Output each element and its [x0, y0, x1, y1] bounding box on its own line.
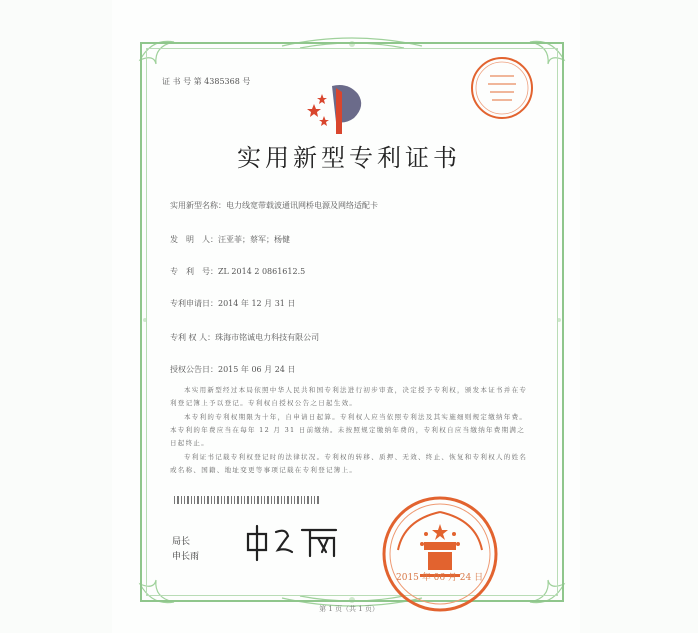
patent-office-logo — [302, 74, 372, 144]
paragraph-term: 本专利的专利权期限为十年，自申请日起算。专利权人应当依照专利法及其实施细则规定缴纳年费。本专利的年费应当在每年 12 月 31 日前缴纳。未按照规定缴纳年费的，专利权自应当缴纳年费期满之日起终止。 — [170, 413, 528, 447]
certificate-title: 实用新型专利证书 — [237, 144, 461, 172]
field-label: 实用新型名称： — [170, 201, 226, 210]
paragraph-register: 专利证书记载专利权登记时的法律状况。专利权的转移、质押、无效、终止、恢复和专利权人的姓名或名称、国籍、地址变更等事项记载在专利登记簿上。 — [170, 453, 528, 474]
field-value: 2014 年 12 月 31 日 — [218, 299, 296, 308]
field-value: 珠海市铭诚电力科技有限公司 — [215, 333, 320, 342]
field-value: 汪亚菲；蔡军；杨健 — [218, 235, 290, 244]
barcode — [174, 496, 324, 504]
field-label: 专利申请日： — [170, 299, 218, 308]
director-title-label: 局长 — [172, 537, 191, 547]
field-row-patent-number — [170, 266, 305, 277]
page-footer: 第 1 页（共 1 页） — [319, 605, 379, 613]
field-label: 专利 权 人： — [170, 333, 216, 342]
seal-date: 2015 年 06 月 24 日 — [396, 573, 484, 583]
field-row-patentee — [170, 332, 319, 343]
field-label: 发 明 人： — [170, 235, 218, 244]
field-value: 电力线宽带载波通讯网桥电源及网络适配卡 — [226, 201, 378, 210]
field-label: 专 利 号： — [170, 267, 218, 276]
director-name-label: 申长雨 — [172, 552, 200, 562]
field-row-grant-date — [170, 364, 295, 375]
field-row-inventor — [170, 234, 290, 245]
field-label: 授权公告日： — [170, 365, 218, 374]
field-row-name — [170, 200, 378, 211]
issuing-department-seal — [468, 54, 536, 122]
paragraph-grant: 本实用新型经过本局依照中华人民共和国专利法进行初步审查，决定授予专利权，颁发本证书并在专利登记簿上予以登记。专利权自授权公告之日起生效。 — [170, 386, 528, 407]
national-ip-office-seal — [380, 494, 500, 614]
certificate-number: 证 书 号 第 4385368 号 — [162, 77, 251, 86]
field-row-filing-date — [170, 298, 295, 309]
field-value: ZL 2014 2 0861612.5 — [218, 267, 306, 276]
field-value: 2015 年 06 月 24 日 — [218, 365, 296, 374]
handwritten-signature — [240, 520, 350, 564]
